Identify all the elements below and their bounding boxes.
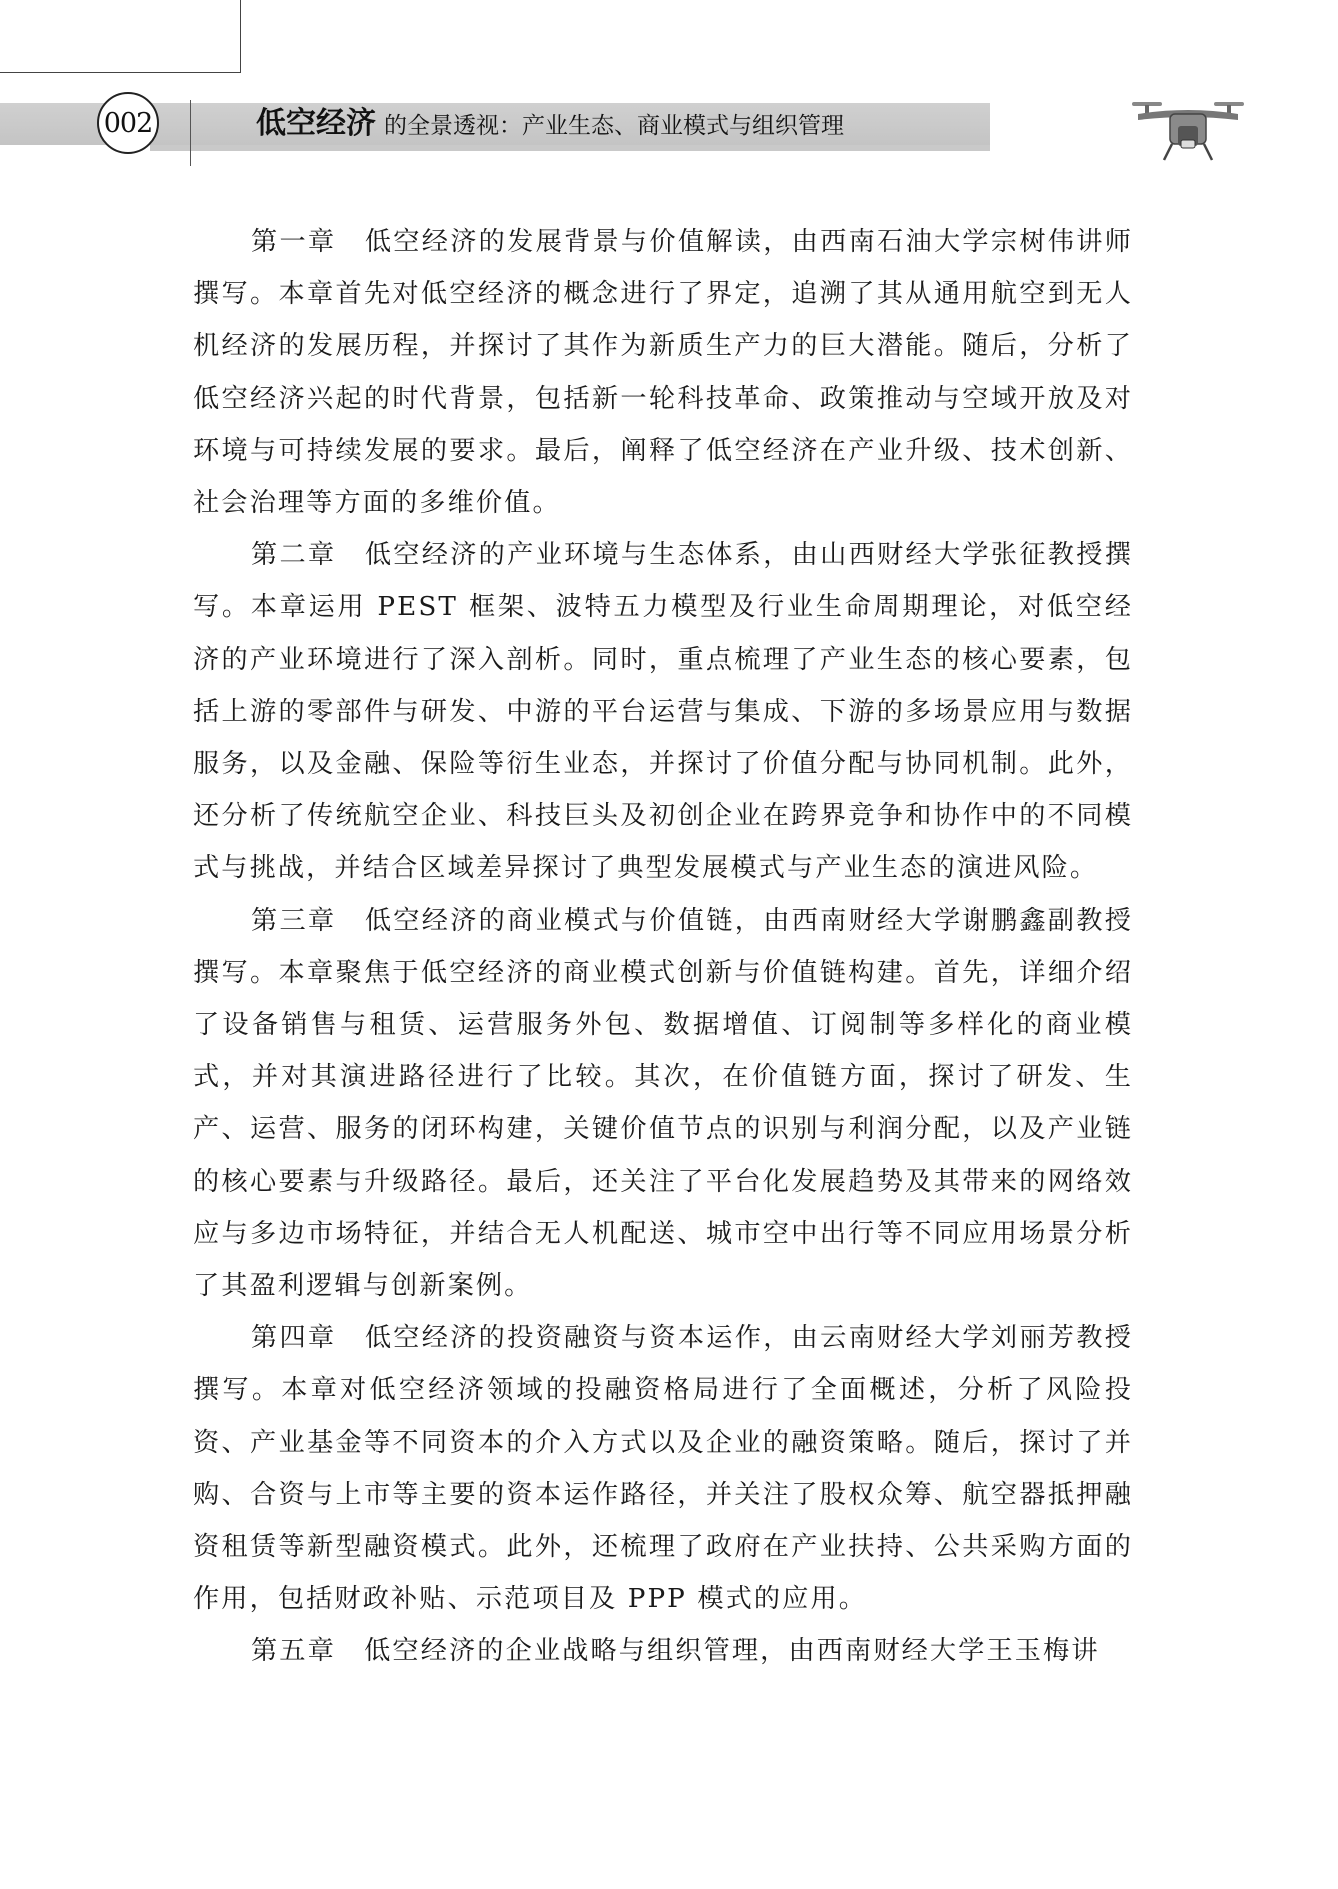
- crop-mark-vertical: [240, 0, 241, 72]
- running-title-main: 低空经济: [256, 106, 376, 141]
- paragraph-chapter-3: 第三章 低空经济的商业模式与价值链，由西南财经大学谢鹏鑫副教授撰写。本章聚焦于低空经济的商业模式创新与价值链构建。首先，详细介绍了设备销售与租赁、运营服务外包、数据增值、订阅制等多样化的商业模式，并对其演进路径进行了比较。其次，在价值链方面，探讨了研发、生产、运营、服务的闭环构建，关键价值节点的识别与利润分配，以及产业链的核心要素与升级路径。最后，还关注了平台化发展趋势及其带来的网络效应与多边市场特征，并结合无人机配送、城市空中出行等不同应用场景分析了其盈利逻辑与创新案例。: [193, 905, 1133, 1302]
- drone-icon: [1128, 96, 1248, 164]
- paragraph-chapter-5: 第五章 低空经济的企业战略与组织管理，由西南财经大学王玉梅讲: [251, 1636, 1100, 1667]
- body-text: [193, 216, 1133, 1678]
- crop-mark-horizontal: [0, 72, 241, 73]
- running-title: [256, 103, 844, 145]
- header-divider: [190, 100, 191, 166]
- paragraph-chapter-1: 第一章 低空经济的发展背景与价值解读，由西南石油大学宗树伟讲师撰写。本章首先对低空经济的概念进行了界定，追溯了其从通用航空到无人机经济的发展历程，并探讨了其作为新质生产力的巨大潜能。随后，分析了低空经济兴起的时代背景，包括新一轮科技革命、政策推动与空域开放及对环境与可持续发展的要求。最后，阐释了低空经济在产业升级、技术创新、社会治理等方面的多维价值。: [193, 227, 1133, 519]
- page-number: 002: [97, 92, 159, 154]
- running-title-sub: 的全景透视：产业生态、商业模式与组织管理: [384, 113, 844, 139]
- paragraph-chapter-4: 第四章 低空经济的投资融资与资本运作，由云南财经大学刘丽芳教授撰写。本章对低空经济领域的投融资格局进行了全面概述，分析了风险投资、产业基金等不同资本的介入方式以及企业的融资策略。随后，探讨了并购、合资与上市等主要的资本运作路径，并关注了股权众筹、航空器抵押融资租赁等新型融资模式。此外，还梳理了政府在产业扶持、公共采购方面的作用，包括财政补贴、示范项目及 PPP 模式的应用。: [193, 1323, 1133, 1615]
- paragraph-chapter-2: 第二章 低空经济的产业环境与生态体系，由山西财经大学张征教授撰写。本章运用 PEST 框架、波特五力模型及行业生命周期理论，对低空经济的产业环境进行了深入剖析。同时，重点梳理了产业生态的核心要素，包括上游的零部件与研发、中游的平台运营与集成、下游的多场景应用与数据服务，以及金融、保险等衍生业态，并探讨了价值分配与协同机制。此外，还分析了传统航空企业、科技巨头及初创企业在跨界竞争和协作中的不同模式与挑战，并结合区域差异探讨了典型发展模式与产业生态的演进风险。: [193, 540, 1133, 884]
